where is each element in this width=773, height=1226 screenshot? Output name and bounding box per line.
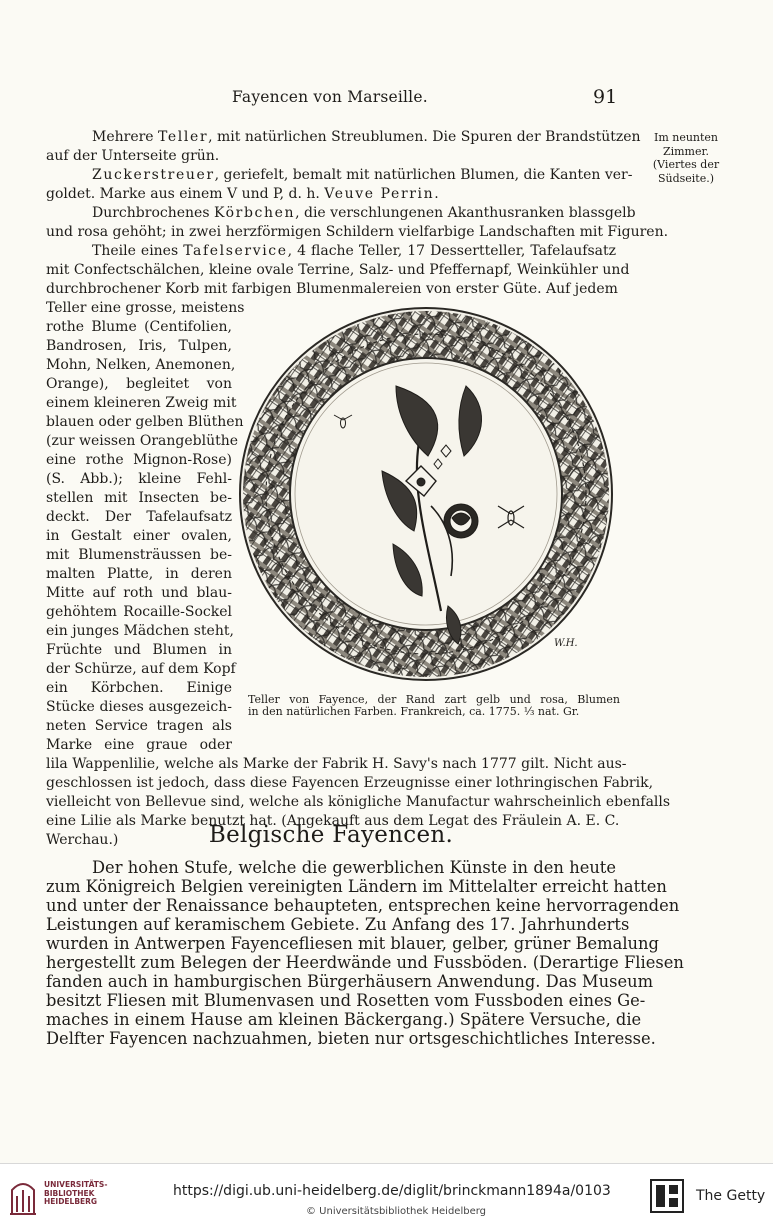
page-number: 91 (593, 86, 618, 108)
text-line: (S. Abb.); kleine Fehl- (46, 471, 232, 487)
page-header (0, 88, 773, 112)
text-line: Früchte und Blumen in (46, 642, 232, 658)
text-line: geschlossen ist jedoch, dass diese Fayencen Erzeugnisse einer lothringischen Fabrik, (46, 775, 654, 791)
running-title: Fayencen von Marseille. (232, 88, 428, 106)
text-line: und rosa gehöht; in zwei herzförmigen Schildern vielfarbige Landschaften mit Figuren. (46, 224, 669, 240)
body-line: maches in einem Hause am kleinen Bäckergang.) Spätere Versuche, die (46, 1010, 642, 1029)
text-line: Teller eine grosse, meistens (46, 300, 245, 316)
text-line: einem kleineren Zweig mit (46, 395, 237, 411)
text-line: durchbrochener Korb mit farbigen Blumenmalereien von erster Güte. Auf jedem (46, 281, 618, 297)
body-line: hergestellt zum Belegen der Heerdwände und Fussböden. (Derartige Fliesen (46, 953, 684, 972)
text-line: mit Blumensträussen be- (46, 547, 232, 563)
body-line: Delfter Fayencen nachzuahmen, bieten nur ortsgeschichtliches Interesse. (46, 1029, 656, 1048)
viewer-footer (0, 1163, 773, 1226)
body-line: wurden in Antwerpen Fayencefliesen mit blauer, gelber, grüner Bemalung (46, 934, 659, 953)
text-line: (zur weissen Orangeblüthe (46, 433, 239, 449)
text-line: Mohn, Nelken, Anemonen, (46, 357, 236, 373)
partner-name: The Getty (696, 1188, 766, 1204)
text-line: Zuckerstreuer, geriefelt, bemalt mit natürlichen Blumen, die Kanten ver- (92, 167, 633, 183)
text-line: ein Körbchen. Einige (46, 680, 232, 696)
text-line: lila Wappenlilie, welche als Marke der Fabrik H. Savy's nach 1777 gilt. Nicht aus- (46, 756, 627, 772)
margin-note-line: (Viertes der (652, 158, 720, 171)
getty-logo-icon (650, 1179, 684, 1213)
margin-note-line: Zimmer. (662, 144, 710, 158)
margin-note-line: Im neunten (653, 131, 719, 144)
text-line: Werchau.) (46, 832, 119, 848)
library-name: UNIVERSITÄTS- BIBLIOTHEK HEIDELBERG (44, 1180, 108, 1206)
text-line: Stücke dieses ausgezeich- (46, 699, 232, 715)
university-seal-icon (8, 1176, 38, 1216)
body-line: Leistungen auf keramischem Gebiete. Zu Anfang des 17. Jahrhunderts (46, 915, 630, 934)
text-line: neten Service tragen als (46, 718, 232, 734)
text-line: gehöhtem Rocaille-Sockel (46, 604, 232, 620)
permalink-url[interactable]: https://digi.ub.uni-heidelberg.de/diglit/brinckmann1894a/0103 (173, 1183, 611, 1199)
margin-note-line: Südseite.) (657, 171, 715, 185)
text-line: in Gestalt einer ovalen, (46, 528, 232, 544)
text-line: Theile eines Tafelservice, 4 flache Teller, 17 Dessertteller, Tafelaufsatz (92, 243, 616, 259)
text-line: mit Confectschälchen, kleine ovale Terrine, Salz- und Pfeffernapf, Weinkühler und (46, 262, 630, 278)
text-line: der Schürze, auf dem Kopf (46, 661, 236, 677)
figure-caption-line: Teller von Fayence, der Rand zart gelb und rosa, Blumen (248, 693, 620, 706)
text-line: Orange), begleitet von (46, 376, 232, 392)
text-line: goldet. Marke aus einem V und P, d. h. Veuve Perrin. (46, 186, 439, 202)
text-line: rothe Blume (Centifolien, (46, 319, 232, 335)
text-line: Marke eine graue oder (46, 737, 232, 753)
margin-note (626, 131, 746, 185)
body-line: Der hohen Stufe, welche die gewerblichen Künste in den heute (92, 858, 616, 877)
text-line: Bandrosen, Iris, Tulpen, (46, 338, 232, 354)
text-line: eine Lilie als Marke benutzt hat. (Angekauft aus dem Legat des Fräulein A. E. C. (46, 813, 620, 829)
body-line: fanden auch in hamburgischen Bürgerhäusern Anwendung. Das Museum (46, 972, 654, 991)
text-line: Mitte auf roth und blau- (46, 585, 232, 601)
body-line: zum Königreich Belgien vereinigten Ländern im Mittelalter erreicht hatten (46, 877, 667, 896)
text-line: Mehrere Teller, mit natürlichen Streublumen. Die Spuren der Brandstützen (92, 129, 641, 145)
plate-illustration (236, 306, 616, 688)
plate-engraving (236, 306, 616, 688)
text-line: blauen oder gelben Blüthen (46, 414, 244, 430)
text-line: ein junges Mädchen steht, (46, 623, 234, 639)
body-line: und unter der Renaissance behaupteten, entsprechen keine hervorragenden (46, 896, 680, 915)
text-line: Durchbrochenes Körbchen, die verschlungenen Akanthusranken blassgelb (92, 205, 636, 221)
section-heading: Belgische Fayencen. (208, 822, 454, 848)
text-line: vielleicht von Bellevue sind, welche als königliche Manufactur wahrscheinlich ebenfalls (46, 794, 671, 810)
body-line: besitzt Fliesen mit Blumenvasen und Rosetten vom Fussboden eines Ge- (46, 991, 646, 1010)
text-line: auf der Unterseite grün. (46, 148, 220, 164)
copyright-notice: © Universitätsbibliothek Heidelberg (306, 1206, 487, 1217)
text-line: stellen mit Insecten be- (46, 490, 232, 506)
text-line: malten Platte, in deren (46, 566, 232, 582)
artist-monogram: W.H. (554, 638, 578, 649)
figure-caption-line: in den natürlichen Farben. Frankreich, ca. 1775. ¹⁄₃ nat. Gr. (248, 705, 580, 718)
text-line: deckt. Der Tafelaufsatz (46, 509, 232, 525)
text-line: eine rothe Mignon-Rose) (46, 452, 232, 468)
